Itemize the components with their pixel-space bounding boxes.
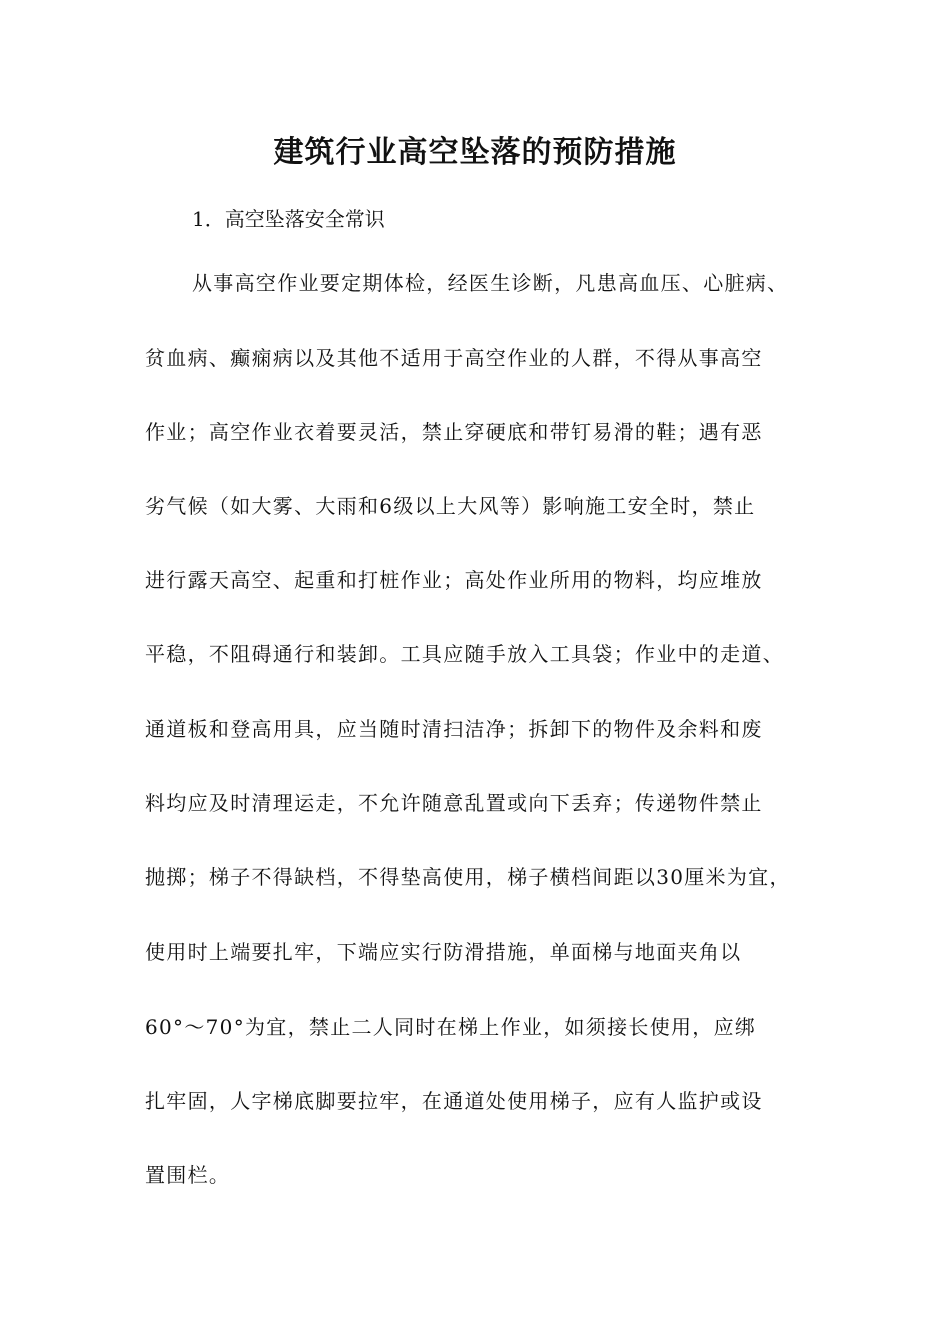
paragraph-line: 使用时上端要扎牢，下端应实行防滑措施，单面梯与地面夹角以 <box>145 940 742 964</box>
paragraph-line: 料均应及时清理运走，不允许随意乱置或向下丢弃；传递物件禁止 <box>145 791 763 815</box>
section-heading: 1．高空坠落安全常识 <box>192 207 385 231</box>
paragraph-line: 抛掷；梯子不得缺档，不得垫高使用，梯子横档间距以30厘米为宜， <box>145 865 791 889</box>
paragraph-line: 从事高空作业要定期体检，经医生诊断，凡患高血压、心脏病、 <box>192 271 789 295</box>
paragraph-line: 置围栏。 <box>145 1163 231 1187</box>
paragraph-line: 劣气候（如大雾、大雨和6级以上大风等）影响施工安全时，禁止 <box>145 494 756 518</box>
paragraph-line: 60°～70°为宜，禁止二人同时在梯上作业，如须接长使用，应绑 <box>145 1015 757 1039</box>
paragraph-line: 扎牢固，人字梯底脚要拉牢，在通道处使用梯子，应有人监护或设 <box>145 1089 763 1113</box>
paragraph-line: 平稳，不阻碍通行和装卸。工具应随手放入工具袋；作业中的走道、 <box>145 642 784 666</box>
paragraph-line: 进行露天高空、起重和打桩作业；高处作业所用的物料，均应堆放 <box>145 568 763 592</box>
paragraph-line: 通道板和登高用具，应当随时清扫洁净；拆卸下的物件及余料和废 <box>145 717 763 741</box>
paragraph-line: 贫血病、癫痫病以及其他不适用于高空作业的人群，不得从事高空 <box>145 346 763 370</box>
page-title: 建筑行业高空坠落的预防措施 <box>273 135 677 170</box>
paragraph-line: 作业；高空作业衣着要灵活，禁止穿硬底和带钉易滑的鞋；遇有恶 <box>145 420 763 444</box>
